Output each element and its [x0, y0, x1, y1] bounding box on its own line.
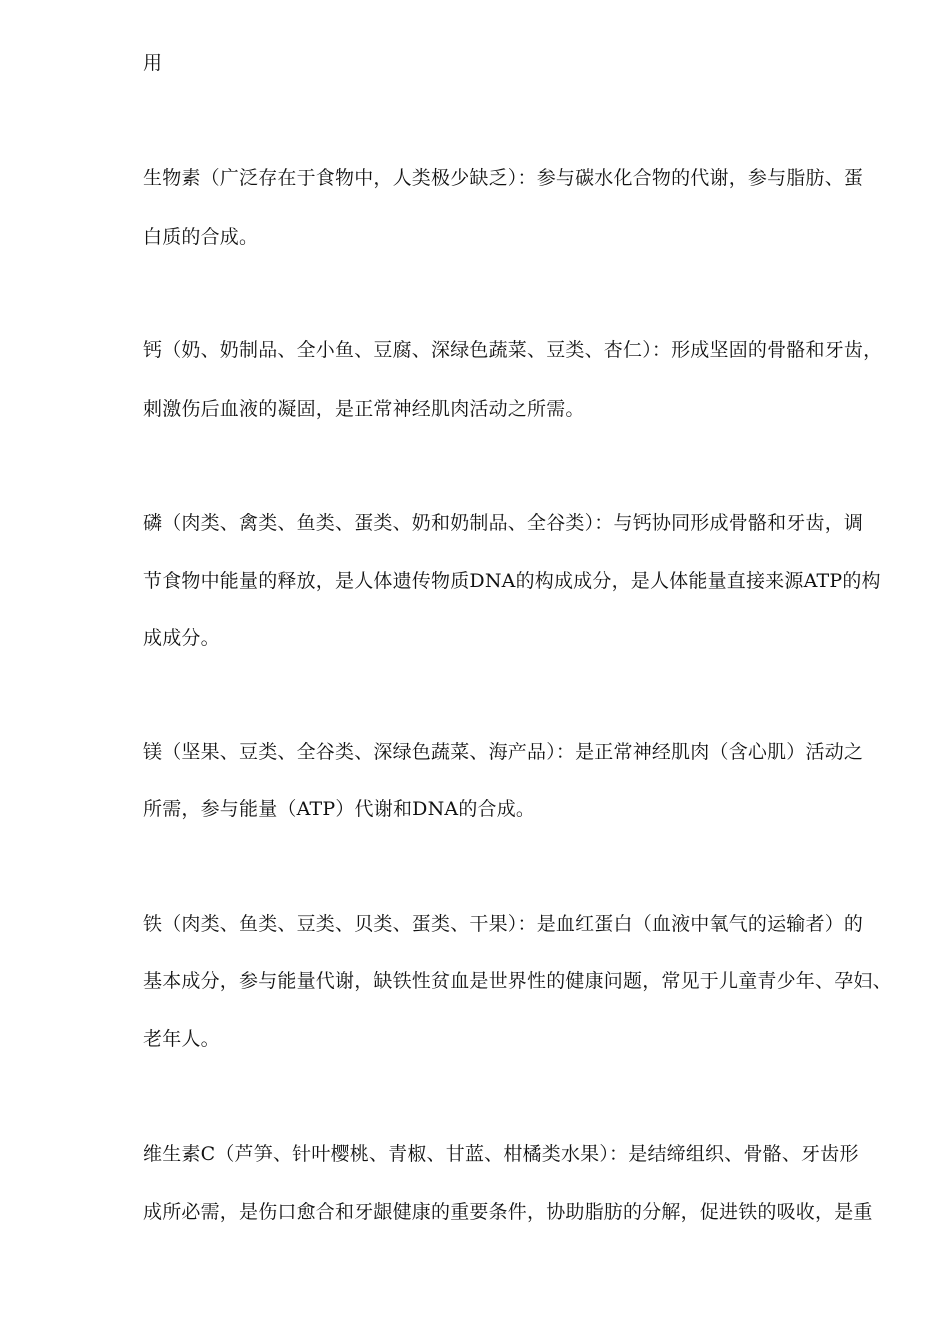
text-line: 磷（肉类、禽类、鱼类、蛋类、奶和奶制品、全谷类）：与钙协同形成骨骼和牙齿，调	[143, 512, 864, 534]
text-line: 白质的合成。	[143, 226, 259, 248]
text-line: 基本成分，参与能量代谢，缺铁性贫血是世界性的健康问题，常见于儿童青少年、孕妇、	[143, 970, 892, 992]
text-line: 刺激伤后血液的凝固，是正常神经肌肉活动之所需。	[143, 398, 585, 420]
text-line: 镁（坚果、豆类、全谷类、深绿色蔬菜、海产品）：是正常神经肌肉（含心肌）活动之	[143, 741, 864, 763]
text-line: 成成分。	[143, 627, 220, 649]
text-line: 维生素C（芦笋、针叶樱桃、青椒、甘蓝、柑橘类水果）：是结缔组织、骨骼、牙齿形	[143, 1143, 859, 1165]
text-line: 铁（肉类、鱼类、豆类、贝类、蛋类、干果）：是血红蛋白（血液中氧气的运输者）的	[143, 913, 864, 935]
text-line: 用	[143, 52, 163, 74]
text-line: 节食物中能量的释放，是人体遗传物质DNA的构成成分，是人体能量直接来源ATP的构	[143, 570, 881, 592]
text-line: 生物素（广泛存在于食物中，人类极少缺乏）：参与碳水化合物的代谢，参与脂肪、蛋	[143, 167, 864, 189]
text-line: 老年人。	[143, 1028, 220, 1050]
text-line: 成所必需，是伤口愈合和牙龈健康的重要条件，协助脂肪的分解，促进铁的吸收，是重	[143, 1201, 873, 1223]
text-line: 所需，参与能量（ATP）代谢和DNA的合成。	[143, 798, 536, 820]
text-line: 钙（奶、奶制品、全小鱼、豆腐、深绿色蔬菜、豆类、杏仁）：形成坚固的骨骼和牙齿，	[143, 339, 883, 361]
